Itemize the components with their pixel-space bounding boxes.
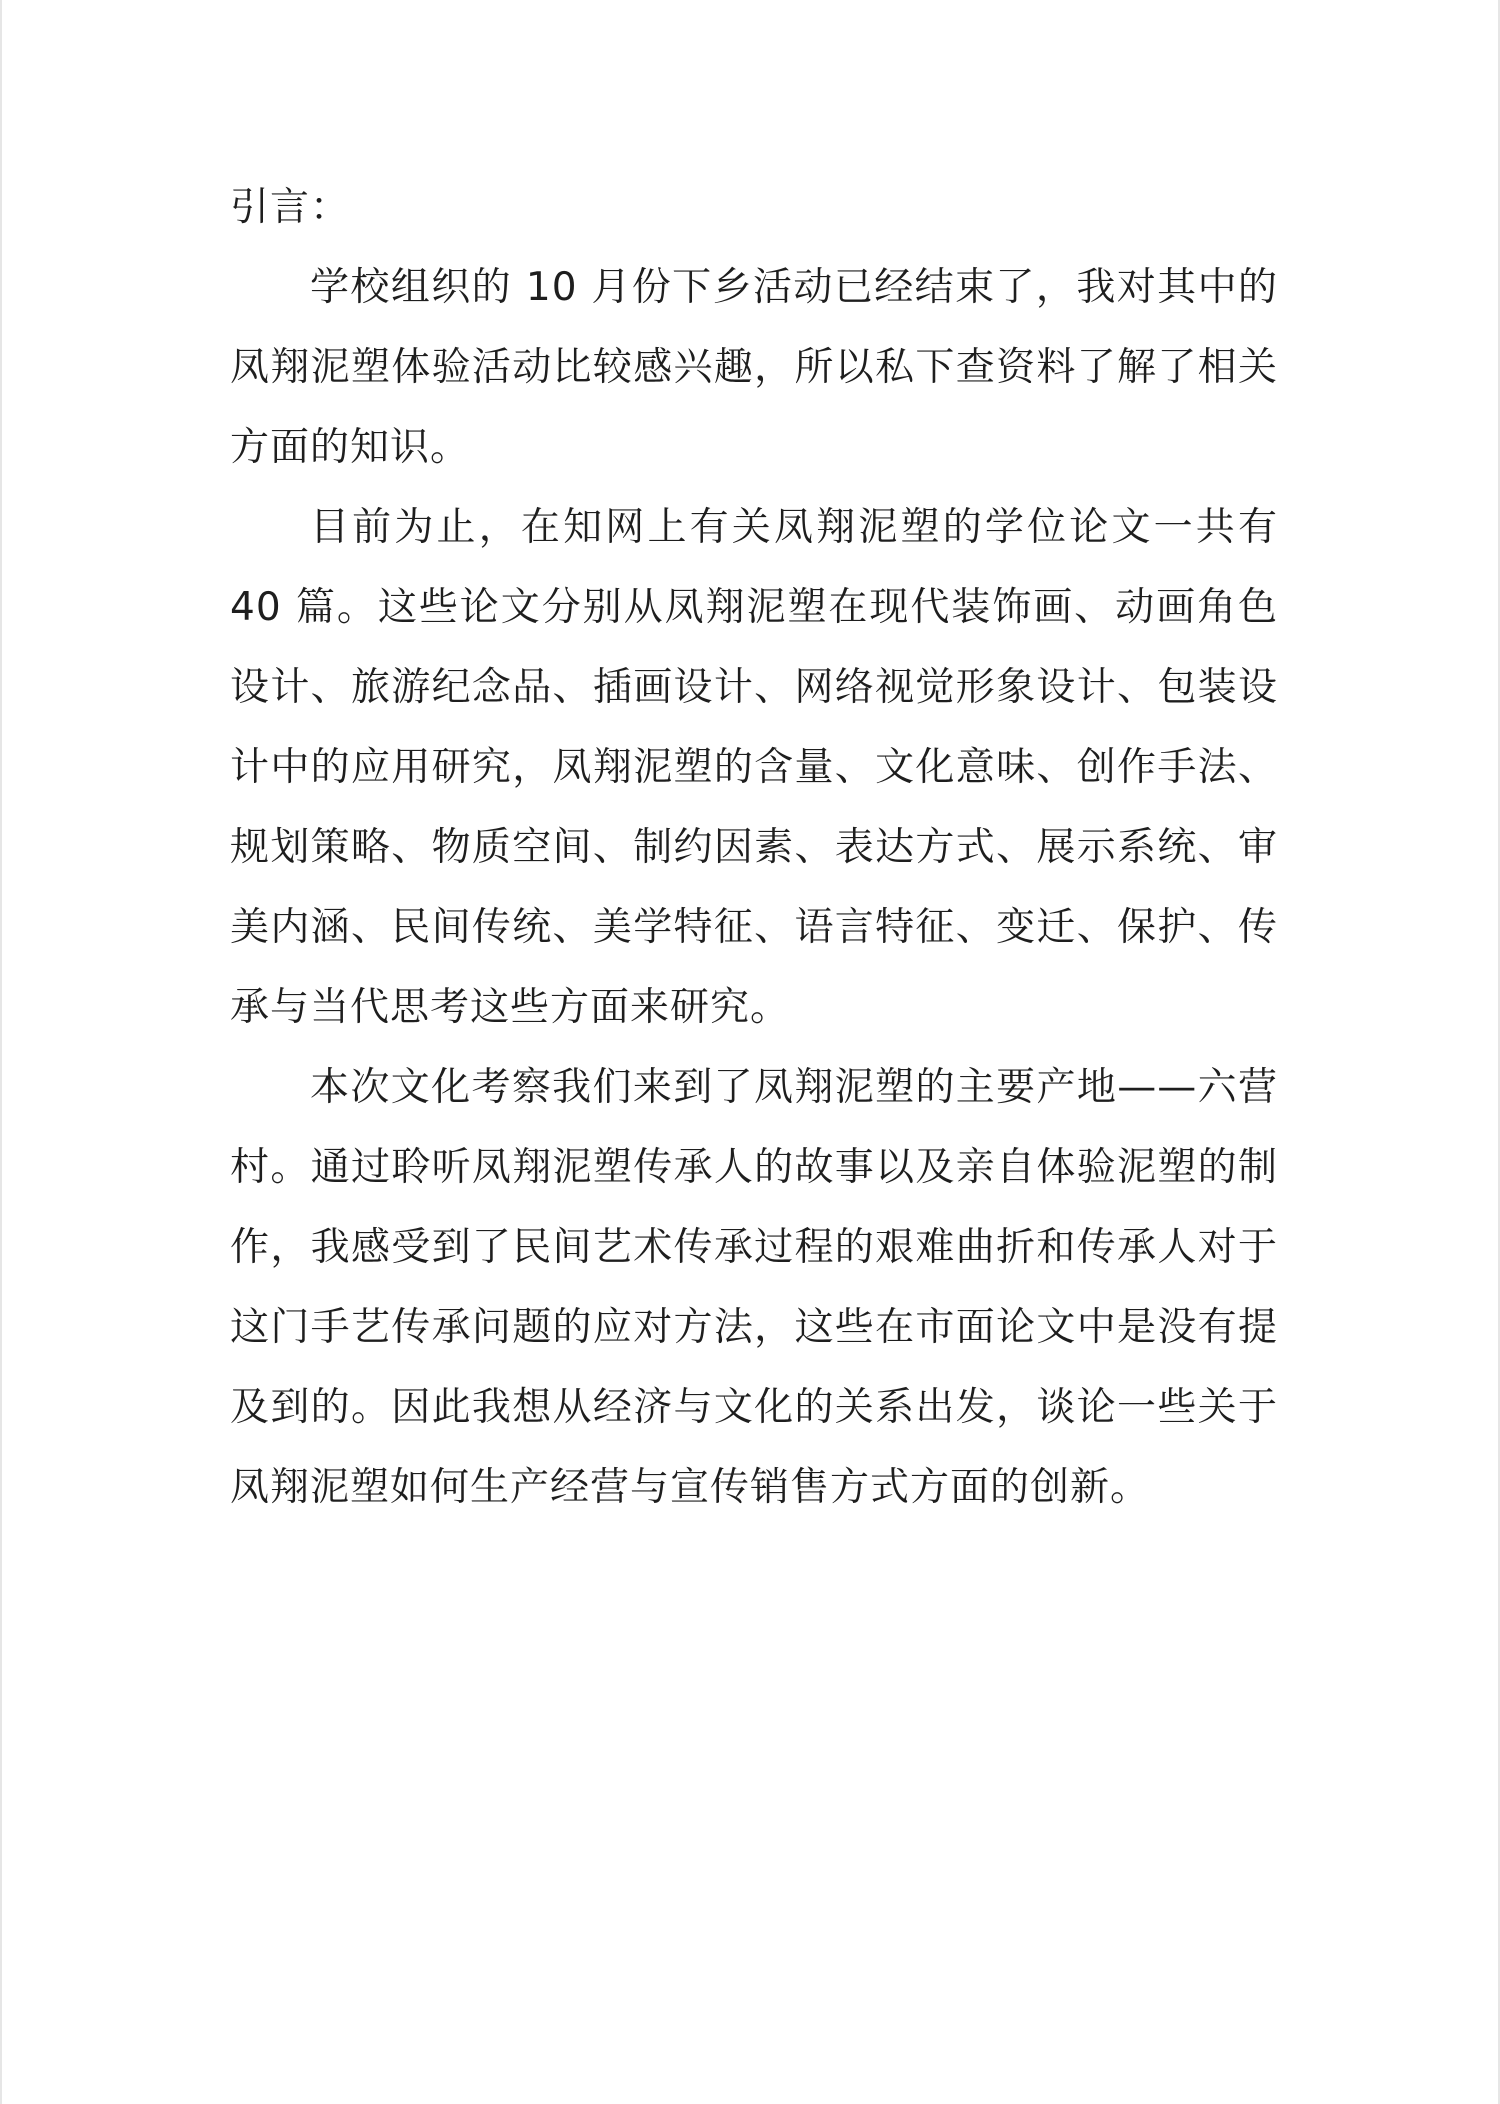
paragraph-activity: 学校组织的 10 月份下乡活动已经结束了，我对其中的凤翔泥塑体验活动比较感兴趣，所以私下查资料了解了相关方面的知识。 bbox=[230, 265, 1278, 470]
paragraph-literature: 目前为止，在知网上有关凤翔泥塑的学位论文一共有 40 篇。这些论文分别从凤翔泥塑在现代装饰画、动画角色设计、旅游纪念品、插画设计、网络视觉形象设计、包装设计中的应用研究，凤翔泥塑的含量、文化意味、创作手法、规划策略、物质空间、制约因素、表达方式、展示系统、审美内涵、民间传统、美学特征、语言特征、变迁、保护、传承与当代思考这些方面来研究。 bbox=[230, 505, 1278, 1030]
paragraph-field-study: 本次文化考察我们来到了凤翔泥塑的主要产地——六营村。通过聆听凤翔泥塑传承人的故事以及亲自体验泥塑的制作，我感受到了民间艺术传承过程的艰难曲折和传承人对于这门手艺传承问题的应对方法，这些在市面论文中是没有提及到的。因此我想从经济与文化的关系出发，谈论一些关于凤翔泥塑如何生产经营与宣传销售方式方面的创新。 bbox=[230, 1065, 1278, 1510]
document-body bbox=[230, 168, 1278, 1528]
section-heading: 引言： bbox=[230, 185, 351, 230]
